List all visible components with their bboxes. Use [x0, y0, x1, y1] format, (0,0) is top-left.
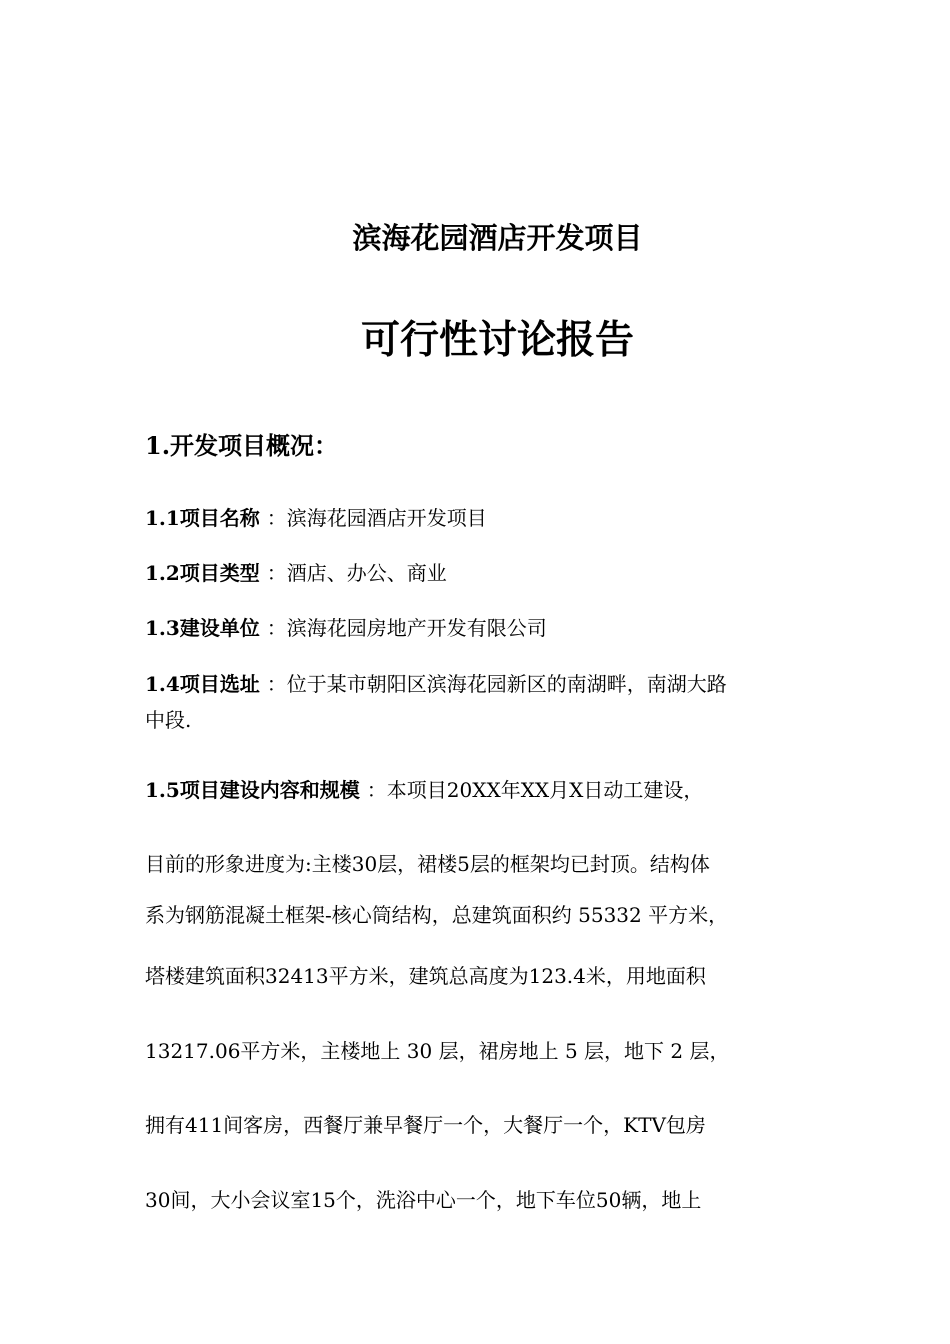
item-label: 1.1项目名称 — [145, 506, 267, 530]
item-scope — [145, 772, 825, 808]
document-title: 滨海花园酒店开发项目 — [352, 221, 643, 255]
item-value-continued: 中段. — [145, 708, 192, 732]
item-location-continued — [145, 702, 825, 738]
item-value: ：滨海花园房地产开发有限公司 — [266, 616, 547, 640]
paragraph-line: 目前的形象进度为:主楼30层，裙楼5层的框架均已封顶。结构体 — [145, 852, 710, 876]
paragraph-line: 塔楼建筑面积32413平方米，建筑总高度为123.4米，用地面积 — [145, 964, 706, 988]
item-project-type — [145, 555, 825, 591]
item-builder — [145, 610, 825, 646]
item-label: 1.4项目选址 — [145, 672, 267, 696]
paragraph-line: 拥有411间客房，西餐厅兼早餐厅一个，大餐厅一个，KTV包房 — [145, 1113, 706, 1137]
paragraph-line: 13217.06平方米，主楼地上 30 层，裙房地上 5 层，地下 2 层， — [145, 1039, 730, 1063]
item-label: 1.2项目类型 — [145, 561, 267, 585]
item-value: ：位于某市朝阳区滨海花园新区的南湖畔，南湖大路 — [266, 672, 727, 696]
item-location — [145, 666, 825, 702]
item-label: 1.5项目建设内容和规模 — [145, 778, 367, 802]
item-value: ：酒店、办公、商业 — [266, 561, 447, 585]
section-heading: 1.开发项目概况： — [145, 431, 339, 460]
item-value: ：本项目20XX年XX月X日动工建设， — [366, 778, 704, 802]
item-label: 1.3建设单位 — [145, 616, 267, 640]
item-project-name — [145, 500, 825, 536]
item-value: ：滨海花园酒店开发项目 — [266, 506, 487, 530]
paragraph-line: 30间，大小会议室15个，洗浴中心一个，地下车位50辆，地上 — [145, 1188, 702, 1212]
document-subtitle: 可行性讨论报告 — [360, 318, 634, 363]
paragraph-line: 系为钢筋混凝土框架-核心筒结构，总建筑面积约 55332 平方米， — [145, 903, 729, 927]
